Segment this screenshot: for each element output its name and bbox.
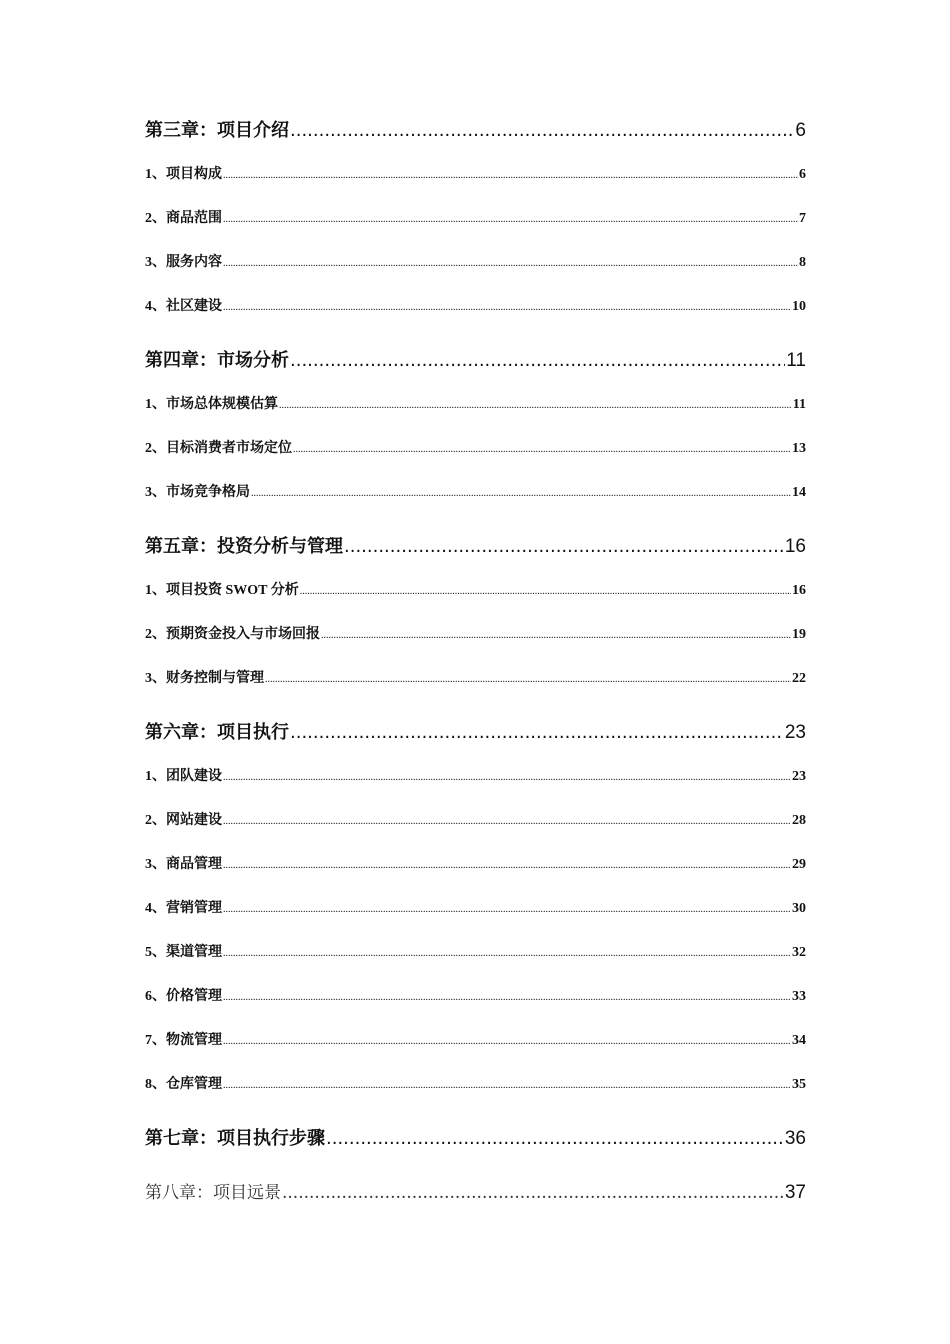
dot-leader — [223, 769, 791, 783]
toc-entry-title: 2、预期资金投入与市场回报 — [145, 627, 320, 642]
dot-leader — [223, 211, 798, 225]
dot-leader — [290, 722, 784, 744]
toc-page-number: 6 — [795, 120, 806, 141]
toc-entry-title: 第六章：项目执行 — [145, 722, 289, 743]
toc-page-number: 6 — [799, 167, 806, 182]
toc-chapter-4[interactable] — [145, 346, 806, 372]
dot-leader — [321, 627, 791, 641]
dot-leader — [223, 901, 791, 915]
toc-page-number: 23 — [784, 722, 806, 743]
toc-section[interactable] — [145, 251, 806, 271]
toc-page-number: 23 — [792, 769, 806, 784]
toc-page-number: 32 — [792, 945, 806, 960]
toc-chapter-5[interactable] — [145, 532, 806, 558]
toc-entry-title: 第五章：投资分析与管理 — [145, 536, 343, 557]
toc-entry-title: 8、仓库管理 — [145, 1077, 222, 1092]
toc-section[interactable] — [145, 393, 806, 413]
dot-leader — [290, 120, 794, 142]
toc-chapter-6[interactable] — [145, 718, 806, 744]
toc-page-number: 34 — [792, 1033, 806, 1048]
dot-leader — [300, 583, 791, 597]
toc-entry-title: 3、商品管理 — [145, 857, 222, 872]
toc-page-number: 22 — [792, 671, 806, 686]
toc-entry-title: 4、营销管理 — [145, 901, 222, 916]
toc-entry-title: 1、团队建设 — [145, 769, 222, 784]
toc-entry-title: 7、物流管理 — [145, 1033, 222, 1048]
dot-leader — [251, 485, 791, 499]
toc-section[interactable] — [145, 437, 806, 457]
toc-section[interactable] — [145, 163, 806, 183]
toc-chapter-7[interactable] — [145, 1124, 806, 1150]
toc-page-number: 14 — [792, 485, 806, 500]
toc-page-number: 28 — [792, 813, 806, 828]
toc-section[interactable] — [145, 853, 806, 873]
dot-leader — [344, 536, 784, 558]
toc-section[interactable] — [145, 295, 806, 315]
dot-leader — [326, 1128, 784, 1150]
toc-section[interactable] — [145, 207, 806, 227]
toc-entry-title: 3、市场竞争格局 — [145, 485, 250, 500]
toc-chapter-8[interactable] — [145, 1178, 806, 1204]
toc-entry-title: 2、商品范围 — [145, 211, 222, 226]
toc-entry-title: 4、社区建设 — [145, 299, 222, 314]
toc-page-number: 16 — [784, 536, 806, 557]
toc-page-number: 29 — [792, 857, 806, 872]
dot-leader — [223, 1077, 791, 1091]
toc-page-number: 37 — [784, 1182, 806, 1203]
toc-entry-title: 3、财务控制与管理 — [145, 671, 264, 686]
toc-section[interactable] — [145, 623, 806, 643]
dot-leader — [223, 945, 791, 959]
toc-page-number: 11 — [786, 350, 806, 371]
dot-leader — [223, 167, 798, 181]
dot-leader — [223, 813, 791, 827]
toc-section[interactable] — [145, 941, 806, 961]
toc-page-number: 7 — [799, 211, 806, 226]
toc-entry-title: 1、市场总体规模估算 — [145, 397, 278, 412]
toc-section[interactable] — [145, 1029, 806, 1049]
toc-page-number: 11 — [792, 397, 806, 412]
dot-leader — [223, 299, 791, 313]
toc-entry-title: 第三章：项目介绍 — [145, 120, 289, 141]
toc-entry-title: 第八章：项目远景 — [145, 1183, 281, 1203]
toc-entry-title: 5、渠道管理 — [145, 945, 222, 960]
toc-section[interactable] — [145, 667, 806, 687]
toc-entry-title: 2、目标消费者市场定位 — [145, 441, 292, 456]
toc-section[interactable] — [145, 765, 806, 785]
toc-page-number: 35 — [792, 1077, 806, 1092]
dot-leader — [282, 1183, 784, 1203]
toc-page-number: 33 — [792, 989, 806, 1004]
toc-page-number: 10 — [792, 299, 806, 314]
dot-leader — [293, 441, 791, 455]
toc-page-number: 19 — [792, 627, 806, 642]
toc-entry-title: 第七章：项目执行步骤 — [145, 1128, 325, 1149]
toc-page-number: 16 — [792, 583, 806, 598]
dot-leader — [265, 671, 791, 685]
dot-leader — [290, 350, 785, 372]
toc-entry-title: 3、服务内容 — [145, 255, 222, 270]
toc-entry-title: 2、网站建设 — [145, 813, 222, 828]
toc-section[interactable] — [145, 481, 806, 501]
toc-page-number: 36 — [784, 1128, 806, 1149]
dot-leader — [223, 989, 791, 1003]
toc-entry-title: 1、项目构成 — [145, 167, 222, 182]
dot-leader — [223, 255, 798, 269]
dot-leader — [223, 1033, 791, 1047]
toc-section[interactable] — [145, 579, 806, 599]
toc-entry-title: 第四章：市场分析 — [145, 350, 289, 371]
toc-chapter-3[interactable] — [145, 116, 806, 142]
toc-section[interactable] — [145, 985, 806, 1005]
toc-page-number: 13 — [792, 441, 806, 456]
dot-leader — [279, 397, 792, 411]
toc-entry-title: 1、项目投资 SWOT 分析 — [145, 583, 299, 598]
dot-leader — [223, 857, 791, 871]
toc-section[interactable] — [145, 809, 806, 829]
toc-entry-title: 6、价格管理 — [145, 989, 222, 1004]
toc-section[interactable] — [145, 897, 806, 917]
toc-section[interactable] — [145, 1073, 806, 1093]
toc-page-number: 30 — [792, 901, 806, 916]
toc-page-number: 8 — [799, 255, 806, 270]
